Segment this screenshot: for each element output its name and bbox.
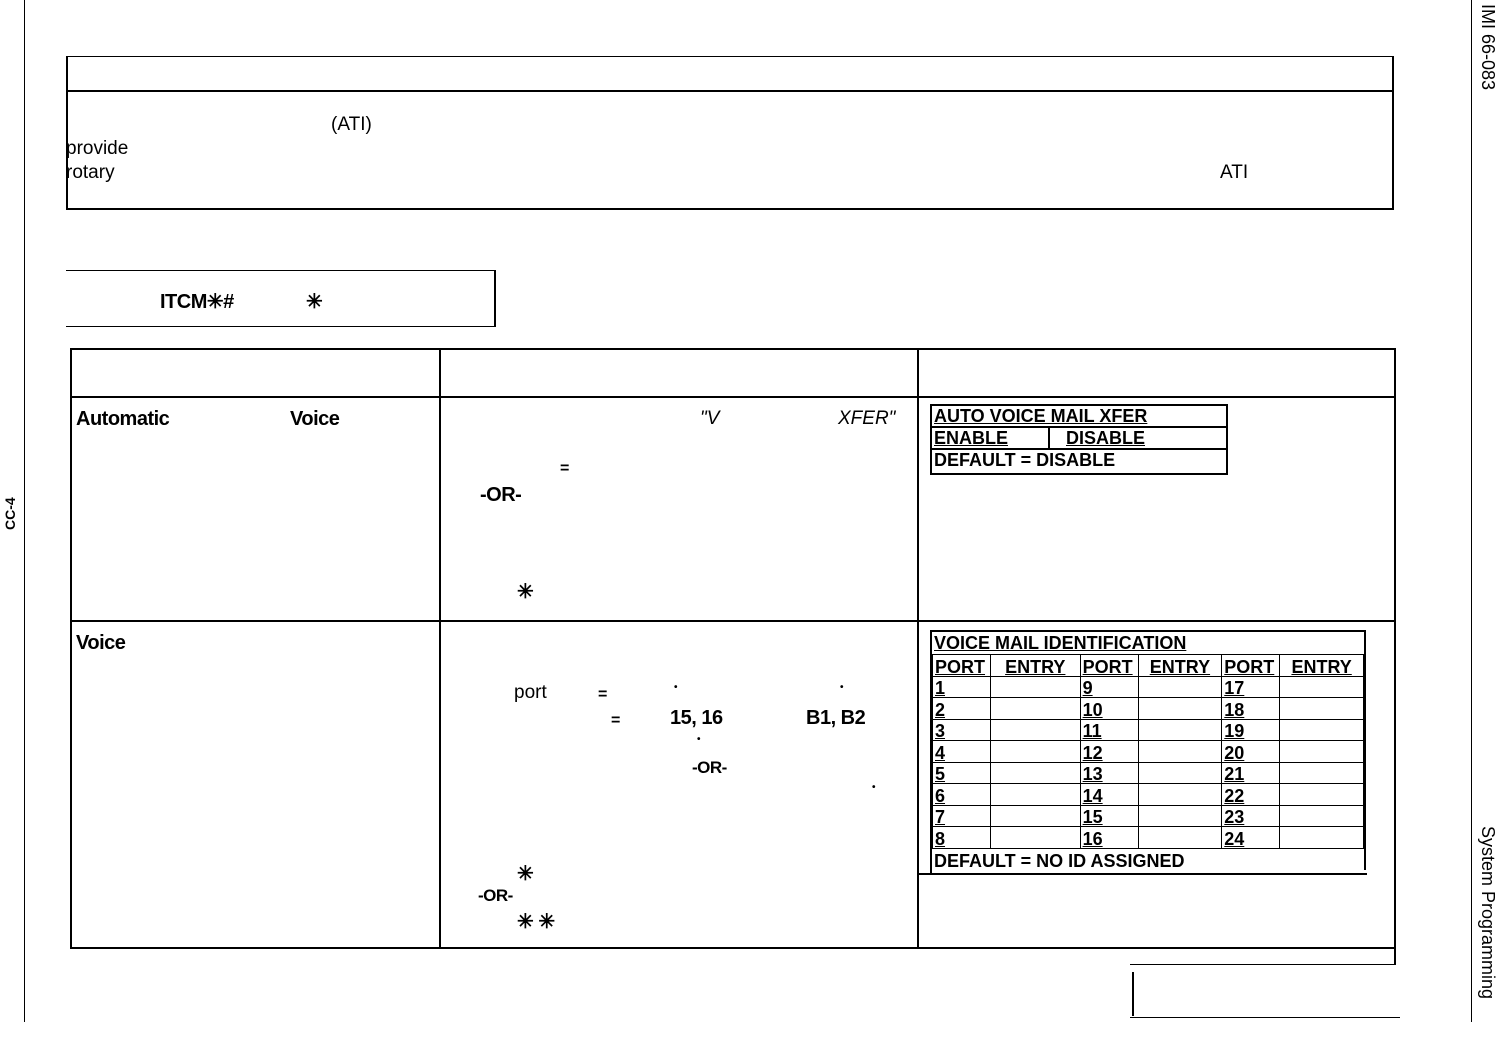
row2-or1: -OR- [692,758,727,777]
port-number: 2 [933,698,991,720]
row1-star: ✳ [517,581,534,603]
table-row [933,805,1364,827]
row1-equals: = [560,460,569,477]
grid-col3-rule [917,348,919,949]
entry-cell [1138,741,1222,763]
table-row [933,741,1364,763]
grid-col2-rule [439,348,441,949]
grid-header-rule [70,396,1396,398]
page-label: CC-4 [2,497,18,530]
row2-dot1: • [674,682,678,693]
port-number: 5 [933,762,991,784]
row2-port: port [514,682,547,703]
grid-right-rule [1394,348,1396,964]
footer-bottom-rule [1130,1017,1400,1018]
row2-dot4: • [872,782,876,793]
table-row [933,719,1364,741]
entry-cell [990,676,1080,698]
table-row [933,827,1364,849]
intro-left-rule [66,56,68,210]
right-margin-rule [1471,0,1472,1022]
row1-quote-xfer: XFER" [838,408,896,429]
grid-top-rule [70,348,1396,350]
entry-cell [1138,805,1222,827]
vm-id-bottom-rule [917,873,1367,875]
intro-ati: (ATI) [331,114,372,135]
section-title: System Programming [1478,826,1498,1000]
port-number: 15 [1080,805,1138,827]
port-number: 1 [933,676,991,698]
entry-cell [990,805,1080,827]
intro-header-rule [66,90,1394,92]
entry-cell [1280,698,1364,720]
auto-vm-col-rule [1048,426,1050,449]
row1-feature: Automatic [76,408,170,430]
intro-bottom-rule [66,208,1394,210]
entry-cell [990,698,1080,720]
vm-id-default: DEFAULT = NO ID ASSIGNED [934,851,1185,871]
port-number: 7 [933,805,991,827]
entry-cell [990,741,1080,763]
table-row [933,698,1364,720]
entry-cell [990,762,1080,784]
row1-feature-word2: Voice [290,408,340,430]
access-star: ✳ [306,291,323,313]
row1-or: -OR- [480,484,522,506]
vm-id-table [932,654,1364,849]
intro-line3-start: rotary [66,162,115,183]
entry-cell [1280,719,1364,741]
port-number: 24 [1222,827,1280,849]
vm-id-top-rule [930,630,1366,632]
doc-id: IMI 66-083 [1478,4,1498,91]
row2-star2: ✳ ✳ [517,911,555,933]
vm-id-col-entry-3: ENTRY [1280,655,1364,677]
vm-id-col-port-2: PORT [1080,655,1138,677]
entry-cell [990,784,1080,806]
port-number: 22 [1222,784,1280,806]
intro-line2-start: provide [66,138,129,159]
port-number: 12 [1080,741,1138,763]
port-number: 14 [1080,784,1138,806]
port-number: 17 [1222,676,1280,698]
entry-cell [1280,741,1364,763]
access-code: ITCM✳# [160,291,234,313]
access-right-rule [494,270,496,327]
grid-left-rule [70,348,72,949]
grid-row-divider [70,620,1396,622]
port-number: 16 [1080,827,1138,849]
entry-cell [990,827,1080,849]
port-number: 19 [1222,719,1280,741]
entry-cell [1138,827,1222,849]
auto-vm-default: DEFAULT = DISABLE [934,450,1116,470]
entry-cell [1138,784,1222,806]
footer-top-rule [1130,964,1396,965]
auto-vm-title: AUTO VOICE MAIL XFER [934,406,1148,426]
entry-cell [990,719,1080,741]
port-number: 4 [933,741,991,763]
entry-cell [1138,719,1222,741]
grid-bottom-rule [70,947,1396,949]
port-number: 21 [1222,762,1280,784]
entry-cell [1280,676,1364,698]
auto-vm-enable: ENABLE [934,428,1009,448]
port-number: 6 [933,784,991,806]
port-number: 13 [1080,762,1138,784]
port-number: 8 [933,827,991,849]
port-number: 10 [1080,698,1138,720]
vm-id-col-entry-1: ENTRY [990,655,1080,677]
port-number: 9 [1080,676,1138,698]
table-row [933,784,1364,806]
row1-quote-v: "V [700,408,720,429]
entry-cell [1280,827,1364,849]
vm-id-col-port-1: PORT [933,655,991,677]
vm-id-title: VOICE MAIL IDENTIFICATION [934,633,1187,653]
footer-left-rule [1132,972,1134,1016]
row2-or2: -OR- [478,886,513,905]
port-number: 18 [1222,698,1280,720]
row2-nums: 15, 16 [670,707,723,729]
row2-b: B1, B2 [806,707,866,729]
row2-feature: Voice [76,632,126,654]
intro-line3-end: ATI [1220,162,1249,183]
entry-cell [1138,762,1222,784]
left-margin-rule [24,0,25,1022]
intro-top-rule [66,56,1394,57]
entry-cell [1138,676,1222,698]
entry-cell [1280,762,1364,784]
intro-right-rule [1392,56,1394,210]
entry-cell [1138,698,1222,720]
vm-id-header-row [933,655,1364,677]
row2-star1: ✳ [517,863,534,885]
port-number: 11 [1080,719,1138,741]
entry-cell [1280,784,1364,806]
port-number: 3 [933,719,991,741]
row2-eq1: = [598,686,607,703]
table-row [933,762,1364,784]
row2-dot2: • [840,682,844,693]
vm-id-right-rule [1364,630,1366,870]
port-number: 23 [1222,805,1280,827]
row2-eq2: = [611,712,620,729]
entry-cell [1280,805,1364,827]
row2-dot3: • [697,734,701,745]
table-row [933,676,1364,698]
vm-id-col-port-3: PORT [1222,655,1280,677]
access-top-rule [66,270,496,271]
auto-vm-disable: DISABLE [1066,428,1146,448]
port-number: 20 [1222,741,1280,763]
access-bottom-rule [66,326,496,327]
vm-id-col-entry-2: ENTRY [1138,655,1222,677]
